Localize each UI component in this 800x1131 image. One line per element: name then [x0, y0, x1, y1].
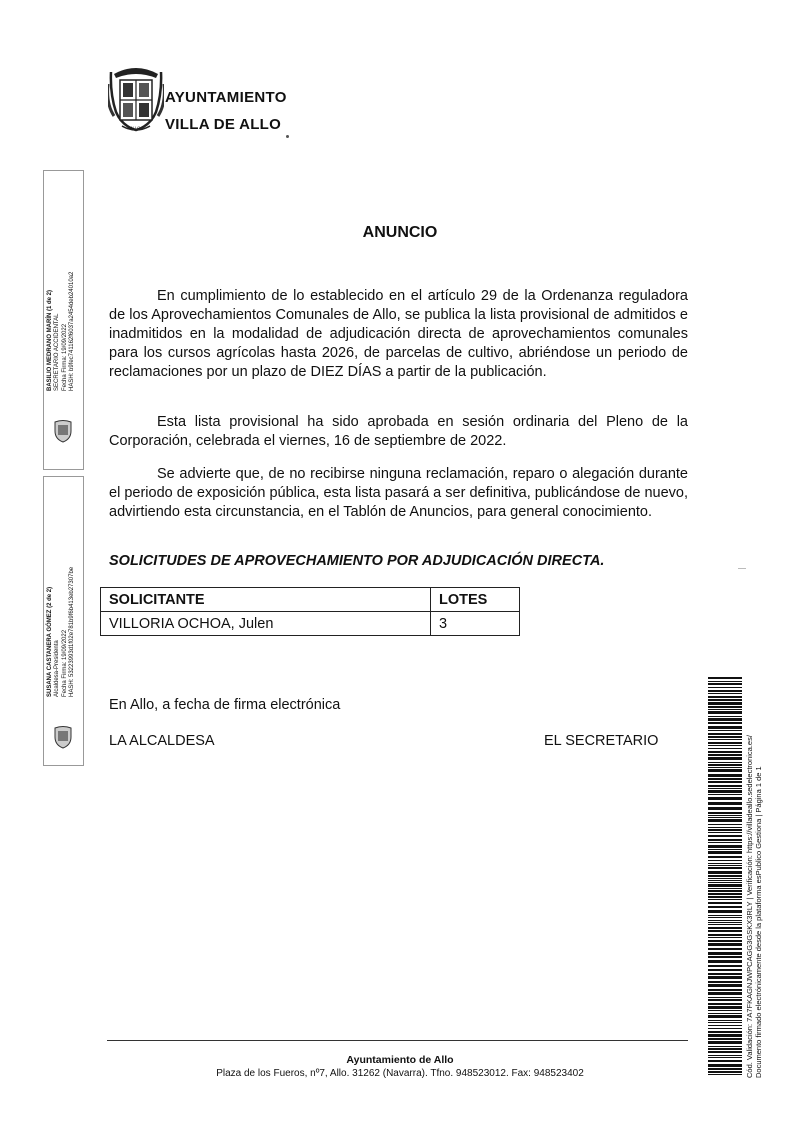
barcode-bar: [708, 1034, 742, 1037]
barcode-bar: [708, 733, 742, 735]
barcode-bar: [708, 1074, 742, 1075]
barcode-bar: [708, 899, 742, 900]
barcode-bar: [708, 819, 742, 822]
table-row: [101, 612, 520, 636]
barcode-bar: [708, 927, 742, 929]
barcode-bar: [708, 922, 742, 923]
barcode-bar: [708, 1041, 742, 1044]
barcode-bar: [708, 1010, 742, 1011]
barcode-bar: [708, 937, 742, 938]
barcode-bar: [708, 930, 742, 932]
barcode-bar: [708, 1003, 742, 1005]
barcode-bar: [708, 1031, 742, 1033]
letterhead: [108, 64, 308, 144]
barcode-bar: [708, 1051, 742, 1053]
barcode-bar: [708, 785, 742, 787]
barcode-bar: [708, 973, 742, 975]
barcode-bar: [708, 681, 742, 682]
stray-dot: [286, 135, 289, 138]
signature-box-2: [43, 476, 84, 766]
validation-line-1: Cód. Validación: 7A7FKAGNJWPCAGG3GSKX3RLY | Verificación: https://villadeallo.sedelectronica.es/: [745, 735, 754, 1078]
table-header-cell: SOLICITANTE: [101, 588, 431, 612]
barcode-bar: [708, 893, 742, 895]
barcode-bar: [708, 1064, 742, 1067]
barcode-bar: [708, 722, 742, 724]
barcode-bar: [708, 842, 742, 843]
barcode-bar: [708, 1020, 742, 1021]
barcode-bar: [708, 1013, 742, 1014]
paragraph-3: Se advierte que, de no recibirse ninguna reclamación, reparo o alegación durante el periodo de exposición pública, esta lista pasará a ser definitiva, publicándose de nuevo, advirtiendo esta circunstancia, en el Tablón de Anuncios, para general conocimiento.: [109, 466, 688, 520]
table-header-row: [101, 588, 520, 612]
barcode-bar: [708, 716, 742, 717]
town-line-1: AYUNTAMIENTO: [165, 89, 287, 106]
barcode-bar: [708, 827, 742, 828]
barcode-bar: [708, 696, 742, 698]
barcode-bar: [708, 1022, 742, 1023]
barcode-bar: [708, 764, 742, 766]
barcode-bar: [708, 1060, 742, 1062]
validation-line-2: Documento firmado electrónicamente desde la plataforma esPublico Gestiona | Página 1 de 1: [754, 766, 763, 1078]
barcode-bar: [708, 984, 742, 987]
seal-icon: [53, 725, 73, 749]
barcode-bar: [708, 956, 742, 958]
paragraph-2: Esta lista provisional ha sido aprobada en sesión ordinaria del Pleno de la Corporación, celebrada el viernes, 16 de septiembre de 2022.: [109, 414, 688, 449]
barcode-bar: [708, 845, 742, 848]
barcode-bar: [708, 952, 742, 955]
barcode-bar: [708, 709, 742, 710]
table-cell: 3: [431, 612, 520, 636]
signer-name: SUSANA CASTANERA GÓMEZ (2 de 2): [47, 586, 53, 697]
barcode-bar: [708, 1068, 742, 1070]
barcode-bar: [708, 863, 742, 864]
barcode-bar: [708, 884, 742, 887]
barcode-bar: [708, 829, 742, 831]
signer-name: BASILIO MEDRANO MARÍN (1 de 2): [47, 289, 53, 391]
barcode-bar: [708, 992, 742, 995]
applicants-table: [100, 587, 520, 636]
barcode-bar: [708, 687, 742, 688]
barcode-bar: [708, 865, 742, 866]
barcode-bar: [708, 835, 742, 837]
barcode-bar: [708, 1006, 742, 1009]
barcode-bar: [708, 677, 742, 679]
barcode-bar: [708, 917, 742, 918]
barcode-bar: [708, 817, 742, 818]
signer-right: EL SECRETARIO: [544, 733, 659, 749]
barcode-bar: [708, 769, 742, 772]
barcode-bar: [708, 948, 742, 950]
barcode-bar: [708, 896, 742, 898]
margin-mark: [738, 568, 746, 569]
footer-divider: [107, 1040, 688, 1041]
section-heading: SOLICITUDES DE APROVECHAMIENTO POR ADJUDICACIÓN DIRECTA.: [109, 553, 605, 569]
barcode-bar: [708, 824, 742, 825]
barcode-bar: [708, 815, 742, 816]
barcode-bar: [708, 871, 742, 874]
footer-org: Ayuntamiento de Allo: [346, 1054, 454, 1066]
signer-role: SECRETARIO ACCIDENTAL: [54, 313, 61, 391]
barcode-bar: [708, 943, 742, 946]
barcode-bar: [708, 730, 742, 731]
barcode-bar: [708, 807, 742, 810]
barcode-bar: [708, 890, 742, 892]
barcode-bar: [708, 767, 742, 768]
barcode-bar: [708, 999, 742, 1001]
signature-date: Fecha Firma: 19/09/2022: [61, 629, 68, 697]
signature-date: Fecha Firma: 19/09/2022: [61, 323, 68, 391]
table-header-cell: LOTES: [431, 588, 520, 612]
barcode-bar: [708, 910, 742, 913]
barcode-bar: [708, 706, 742, 708]
table-cell: VILLORIA OCHOA, Julen: [101, 612, 431, 636]
barcode-bar: [708, 693, 742, 694]
barcode-bar: [708, 915, 742, 916]
barcode-bar: [708, 969, 742, 971]
barcode-bar: [708, 739, 742, 740]
barcode-bar: [708, 1046, 742, 1047]
barcode-bar: [708, 851, 742, 854]
barcode-bar: [708, 778, 742, 780]
barcode-bar: [708, 699, 742, 701]
signer-role: Alcaldesa-Presidenta: [54, 640, 61, 697]
barcode-bar: [708, 690, 742, 692]
barcode-bar: [708, 1071, 742, 1073]
barcode-bar: [708, 1057, 742, 1058]
footer-address: Plaza de los Fueros, nº7, Allo. 31262 (Navarra). Tfno. 948523012. Fax: 948523402: [216, 1068, 584, 1079]
validation-text: [745, 678, 763, 1078]
barcode-bar: [708, 754, 742, 756]
barcode-bar: [708, 1025, 742, 1026]
barcode-bar: [708, 940, 742, 942]
barcode-bar: [708, 832, 742, 833]
barcode-bar: [708, 757, 742, 760]
barcode-bar: [708, 856, 742, 858]
barcode-bar: [708, 711, 742, 714]
barcode-bar: [708, 788, 742, 789]
paragraph-1: En cumplimiento de lo establecido en el artículo 29 de la Ordenanza reguladora de los Aprovechamientos Comunales de Allo, se publica la lista provisional de admitidos e inadmitidos en la modalidad de adjudicación directa de aprovechamientos comunales para los cursos agrícolas hasta 2026, de parcelas de cultivo, abriéndose un periodo de reclamaciones por un plazo de DIEZ DÍAS a partir de la publicación.: [109, 288, 688, 380]
barcode-bar: [708, 976, 742, 979]
signature-hash: HASH: b9fec741162f6037a2454deb24010a2: [68, 271, 75, 391]
barcode-bar: [708, 989, 742, 991]
barcode-bar: [708, 726, 742, 729]
barcode-bar: [708, 981, 742, 983]
barcode-bar: [708, 1028, 742, 1029]
barcode-bar: [708, 920, 742, 921]
barcode-bar: [708, 902, 742, 904]
barcode-bar: [708, 849, 742, 850]
barcode-bar: [708, 794, 742, 795]
barcode-bar: [708, 802, 742, 805]
barcode-bar: [708, 888, 742, 889]
barcode-bar: [708, 997, 742, 998]
barcode-bar: [708, 839, 742, 841]
crest-caption: ALLO: [130, 125, 141, 130]
place-date: En Allo, a fecha de firma electrónica: [109, 697, 341, 713]
barcode-icon: [708, 677, 742, 1077]
barcode-bar: [708, 790, 742, 793]
coat-of-arms-icon: [108, 64, 164, 134]
barcode-bar: [708, 736, 742, 738]
barcode-bar: [708, 812, 742, 814]
town-line-2: VILLA DE ALLO: [165, 116, 282, 133]
signature-hash: HASH: 53223993d1f02e781b9f6b413eb27307be: [68, 566, 75, 697]
barcode-bar: [708, 702, 742, 705]
barcode-bar: [708, 742, 742, 744]
barcode-bar: [708, 683, 742, 685]
document-title: ANUNCIO: [362, 224, 438, 241]
barcode-bar: [708, 774, 742, 777]
barcode-bar: [708, 875, 742, 877]
barcode-bar: [708, 882, 742, 883]
barcode-bar: [708, 906, 742, 908]
barcode-bar: [708, 745, 742, 746]
barcode-bar: [708, 1015, 742, 1018]
barcode-bar: [708, 965, 742, 967]
barcode-bar: [708, 762, 742, 763]
barcode-bar: [708, 960, 742, 963]
barcode-bar: [708, 878, 742, 879]
signer-left: LA ALCALDESA: [109, 733, 215, 749]
barcode-bar: [708, 860, 742, 861]
barcode-bar: [708, 934, 742, 936]
barcode-bar: [708, 1055, 742, 1056]
barcode-bar: [708, 781, 742, 783]
barcode-bar: [708, 797, 742, 800]
barcode-bar: [708, 1038, 742, 1040]
barcode-bar: [708, 1048, 742, 1050]
barcode-bar: [708, 751, 742, 753]
signature-text-2: [47, 417, 76, 697]
signature-text-1: [47, 111, 76, 391]
barcode-bar: [708, 718, 742, 721]
barcode-bar: [708, 867, 742, 869]
barcode-bar: [708, 748, 742, 749]
barcode-bar: [708, 880, 742, 881]
barcode-bar: [708, 924, 742, 925]
